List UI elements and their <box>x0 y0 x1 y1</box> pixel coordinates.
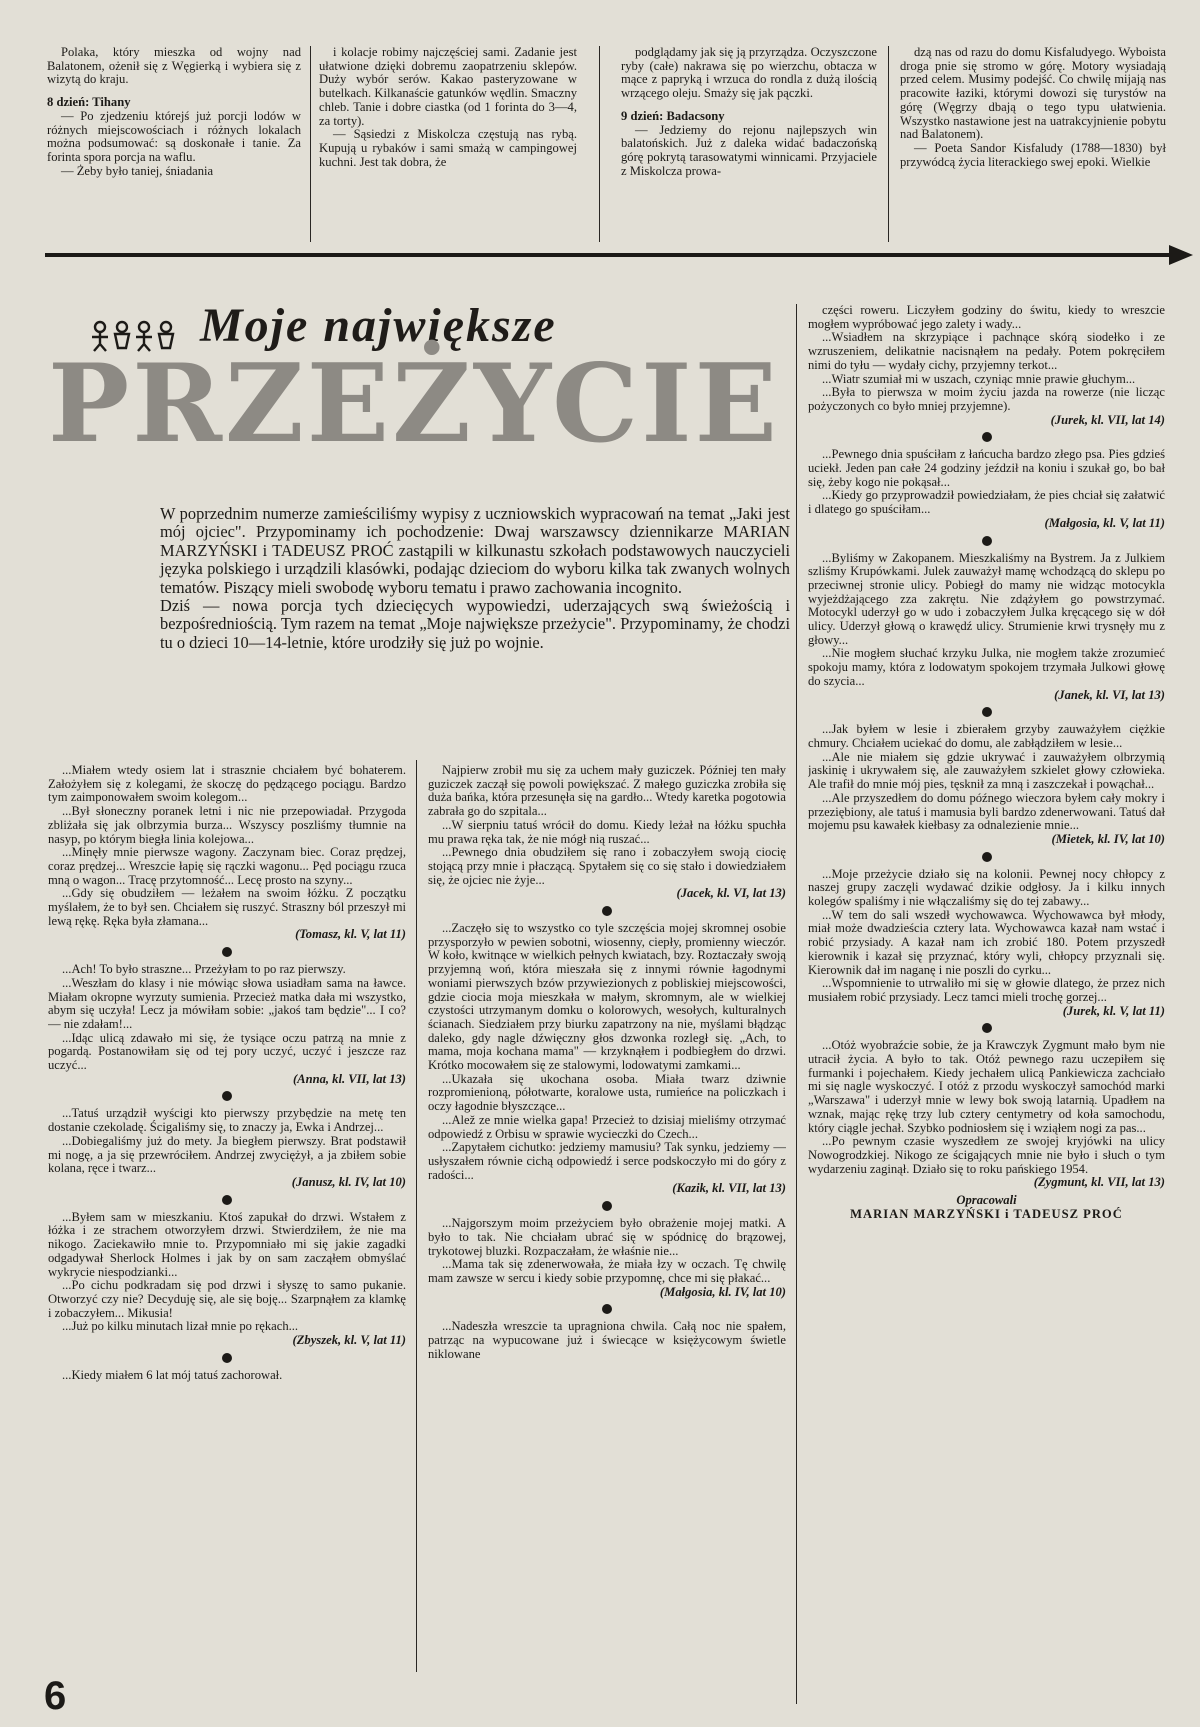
author-signature: (Mietek, kl. IV, lat 10) <box>1051 831 1165 846</box>
top-column-1 <box>47 46 301 242</box>
separator-dot <box>982 432 992 442</box>
paragraph: ...Tatuś urządził wyścigi kto pierwszy przybędzie na metę ten dostanie czekoladę. Ścigaliśmy się, to znaczy ja, Ewka i Andrzej... <box>48 1106 406 1135</box>
separator-dot <box>602 906 612 916</box>
paragraph: dzą nas od razu do domu Kisfaludyego. Wyboista droga pnie się stromo w górę. Motory wysiadają przed celem. Musimy podejść. Co chwilę mijają nas pracowite łaziki, którymi dowozi się turystów na górę (Węgrzy dbają o tego typu ułatwienia. Wszystko nastawione jest na uatrakcyjnienie pobytu nad Balatonem). <box>900 46 1166 142</box>
separator-dot <box>602 1304 612 1314</box>
paragraph: ...Już po kilku minutach lizał mnie po rękach... <box>62 1319 299 1334</box>
intro-paragraph-2: Dziś — nowa porcja tych dziecięcych wypowiedzi, uderzających swą świeżością i bezpośredniością. Tym razem na temat „Moje największe przeżycie". Przypominamy, że chodzi tu o dzieci 10—14-letnie, które urodziły się już po wojnie. <box>160 596 790 652</box>
paragraph: ...W tem do sali wszedł wychowawca. Wychowawca był młody, miał może dwadzieścia cztery lata. Wychowawca kazał nam wstać i robić przysiady. A kazał nam ich zrobić 180. Potem przyszedł kierownik i kazał się przyznać, który wyli, chłopcy przyznali się. Kierownik dał im naganę i nie poszli do cyrku... <box>808 907 1165 977</box>
paragraph: ...Wspomnienie to utrwaliło mi się w głowie dlatego, że przez nich musiałem robić przysiady. Lecz tamci mieli trochę gorzej... <box>808 976 1165 1004</box>
author-signature: (Kazik, kl. VII, lat 13) <box>672 1181 786 1196</box>
paragraph: ...Ale nie miałem się gdzie ukrywać i zauważyłem olbrzymią jaskinię i ukrywałem się, ale zauważyłem szkielet głowy człowieka. Ale trafił do mnie mój pies, tęsknił za mną i zaszczekał i powąchał... <box>808 749 1165 792</box>
separator-dot <box>222 1353 232 1363</box>
credits-names: MARIAN MARZYŃSKI i TADEUSZ PROĆ <box>850 1206 1123 1221</box>
paragraph: ...Moje przeżycie działo się na kolonii. Pewnej nocy chłopcy z naszej grupy zaczęli wydawać dzikie odgłosy. Ja i kilku innych kolegów spaliśmy i nie włączaliśmy się do tej zabawy... <box>808 866 1165 909</box>
paragraph: ...Nadeszła wreszcie ta upragniona chwila. Całą noc nie spałem, patrząc na wypucowane już i świecące w księżycowym świetle niklowane <box>428 1319 786 1361</box>
article-column-1 <box>48 764 406 1676</box>
paragraph: — Po zjedzeniu którejś już porcji lodów w różnych miejscowościach i różnych lokalach można podsumować: są doskonałe i tanie. Za forinta spora porcja na waflu. <box>47 108 301 164</box>
page-number: 6 <box>44 1674 67 1718</box>
separator-dot <box>982 1023 992 1033</box>
top-divider-1 <box>310 46 311 242</box>
article-title-line2: PRZEŻYCIE <box>48 341 780 467</box>
author-signature: (Tomasz, kl. V, lat 11) <box>295 927 406 942</box>
separator-dot <box>222 947 232 957</box>
paragraph: ...Dobiegaliśmy już do mety. Ja biegłem pierwszy. Brat podstawił mi nogę, a ja się przewróciłem. Andrzej zwyciężył, a ja zbiłem sobie kolana, ręce i twarz... <box>48 1133 406 1176</box>
top-divider-3 <box>888 46 889 242</box>
continuation-arrow <box>45 245 1193 265</box>
section-heading: 9 dzień: Badacsony <box>621 108 725 123</box>
paragraph: ...Mama tak się zdenerwowała, że miała łzy w oczach. Tę chwilę mam zawsze w sercu i kiedy sobie przypomnę, chce mi się płakać... <box>428 1257 786 1285</box>
article-column-3 <box>808 304 1165 1724</box>
paragraph: ...Pewnego dnia spuściłam z łańcucha bardzo złego psa. Pies gdzieś uciekł. Jeden pan całe 24 godziny jeździł na koniu i szukał go, bo bał się, żeby kogo nie pokąsał... <box>808 447 1165 489</box>
paragraph: ...Nie mogłem słuchać krzyku Julka, nie mogłem także zrozumieć spokoju mamy, która z lodowatym spokojem trzymała Julkowi głowę do szycia... <box>808 646 1165 688</box>
author-signature: (Janusz, kl. IV, lat 10) <box>291 1174 406 1189</box>
paragraph: ...Byłem sam w mieszkaniu. Ktoś zapukał do drzwi. Wstałem z łóżka i ze strachem otworzyłem drzwi. Stwierdziłem, że nie ma nikogo. Zaciekawiło mnie to. Przypomniało mi się jakie zagadki odgadywał Sherlock Holmes i jak by on sam zacząłem obmyślać wykrycie niespodzianki... <box>48 1209 406 1279</box>
author-signature: (Janek, kl. VI, lat 13) <box>1054 687 1165 702</box>
paragraph: ...Miałem wtedy osiem lat i strasznie chciałem być bohaterem. Założyłem się z kolegami, że skoczę do pędzącego pociągu. Bardzo tym zaimponowałem swoim kolegom... <box>48 764 406 805</box>
top-column-4 <box>900 46 1166 242</box>
separator-dot <box>982 536 992 546</box>
separator-dot <box>602 1201 612 1211</box>
article-title-line1: Moje największe <box>200 299 557 352</box>
section-heading: 8 dzień: Tihany <box>47 95 131 110</box>
paragraph: ...Byliśmy w Zakopanem. Mieszkaliśmy na Bystrem. Ja z Julkiem szliśmy Krupówkami. Julek zauważył mamę wchodzącą do sklepu po przeciwnej stronie ulicy. Pobiegł do mamy nie widząc motocykla wyjeżdżającego zza zakrętu. Nie zdążyłem go powstrzymać. Motocykl uderzył go w udo i zobaczyłem Julka kręcącego się w dół ulicy. Uderzył głową o krawędź ulicy. Strumienie krwi trysnęły mu z głowy... <box>808 550 1165 647</box>
paragraph: ...Zapytałem cichutko: jedziemy mamusiu? Tak synku, jedziemy — usłyszałem równie cichą odpowiedź i serce podskoczyło mi do góry z radości... <box>428 1140 786 1182</box>
paragraph: ...Kiedy go przyprowadził powiedziałam, że pies chciał się załatwić i dlatego go spuściłam... <box>808 488 1165 517</box>
paragraph: ...Idąc ulicą zdawało mi się, że tysiące oczu patrzą na mnie z pogardą. Postanowiłam się od tej pory uczyć, uczyć i jeszcze raz uczyć... <box>48 1030 406 1073</box>
top-column-3 <box>621 46 877 242</box>
paragraph: Polaka, który mieszka od wojny nad Balatonem, ożenił się z Węgierką i wybiera się z wizytą do kraju. <box>47 46 301 87</box>
paragraph: ...W sierpniu tatuś wrócił do domu. Kiedy leżał na łóżku spuchła mu prawa ręka tak, że nie mógł nią ruszać... <box>428 817 786 846</box>
author-signature: (Małgosia, kl. IV, lat 10) <box>659 1284 786 1299</box>
separator-dot <box>222 1091 232 1101</box>
article-divider-2 <box>796 304 797 1704</box>
paragraph: i kolacje robimy najczęściej sami. Zadanie jest ułatwione dzięki dobremu zaopatrzeniu sklepów. Duży wybór serów. Kakao pasteryzowane w butelkach. Kilkanaście gatunków wędlin. Smaczny chleb. Tanie i dobre ciastka (od 1 forinta do 3—4, za torty). <box>319 46 577 128</box>
paragraph: ...Weszłam do klasy i nie mówiąc słowa usiadłam sama na ławce. Miałam okropne wyrzuty sumienia. Przecież matka dała mi wszystko, abym się uczyła! Lecz ja mówiłam sobie: „jakoś tam będzie"... I co? — nie zdałam!... <box>48 975 406 1031</box>
paragraph: ...Wiatr szumiał mi w uszach, czyniąc mnie prawie głuchym... <box>822 371 1136 386</box>
paragraph: ...Ukazała się ukochana osoba. Miała twarz dziwnie rozpromienioną, półotwarte, koralowe usta, rumieńce na policzkach i oczy łagodnie błyszczące... <box>428 1071 786 1114</box>
paragraph: części roweru. Liczyłem godziny do świtu, kiedy to wreszcie mogłem wypróbować jego zalety i wady... <box>808 304 1165 331</box>
paragraph: ...Kiedy miałem 6 lat mój tatuś zachorował. <box>62 1367 283 1382</box>
paragraph: ...Gdy się obudziłem — leżałem na swoim łóżku. Z początku myślałem, że to był sen. Chciałem się ruszyć. Straszny ból przeszył mi lewą rękę. Ręka była złamana... <box>48 886 406 928</box>
paragraph: ...Minęły mnie pierwsze wagony. Zaczynam biec. Coraz prędzej, coraz prędzej... Wreszcie łapię się rączki wagonu... Pęd pociągu rzuca mną o wagon... Tracę przytomność... Lecę prosto na szyny... <box>48 845 406 887</box>
paragraph: — Żeby było taniej, śniadania <box>61 163 214 178</box>
paragraph: ...Alež ze mnie wielka gapa! Przecież to dzisiaj mieliśmy otrzymać odpowiedź z Orbisu w sprawie wycieczki do Czech... <box>428 1112 786 1141</box>
paragraph: ...Wsiadłem na skrzypiące i pachnące skórą siodełko i ze wzruszeniem, delikatnie nacisnąłem na pedały. Potem pokręciłem nimi do tyłu — wydały cichy, przyjemny terkot... <box>808 330 1165 372</box>
paragraph: ...Zaczęło się to wszystko co tyle szczęścia mojej skromnej osobie przysporzyło w pewien sobotni, wiosenny, ciepły, promienny wieczór. W koło, kwitnące w wielkich pełnych kwiatach, bzy. Roztaczały swoją przyjemną woń, która mieszała się z innymi równie łagodnymi woniami pierwszych bzów przywiezionych z pobliskiej miejscowości, gdzie ciocia moja mieszkała w małym, skromnym, ale w wielkiej czystości utrzymanym domku o kolorowych, wesołych, kulturalnych ścianach. Siedziałem przy biurku zapatrzony na nie, myślami błądząc daleko, gdy nagle dźwięczny głos dzwonka rozległ się. „Ach, to mama, moja kochana mama" — krzyknąłem i podbiegłem do drzwi. Krótko mocowałem się ze stalowymi, lodowatymi zamkami... <box>428 921 786 1073</box>
paragraph: — Jedziemy do rejonu najlepszych win balatońskich. Już z daleka widać badaczońską górę pokrytą tarasowatymi winnicami. Przyjaciele z Miskolcza prowa- <box>621 122 877 178</box>
paragraph: ...Był słoneczny poranek letni i nic nie przepowiadał. Przygoda zbliżała się jak olbrzymia burza... Wszyscy poszliśmy tłumnie na nasyp, po którym biegła linia kolejowa... <box>48 804 406 846</box>
paragraph: ...Po cichu podkradam się pod drzwi i słyszę to samo pukanie. Otworzyć czy nie? Decyduję się, ale się boję... Szarpnąłem za klamkę i zobaczyłem... Mikusia! <box>48 1278 406 1320</box>
separator-dot <box>222 1195 232 1205</box>
author-signature: (Jurek, kl. VII, lat 14) <box>1050 412 1165 427</box>
author-signature: (Małgosia, kl. V, lat 11) <box>1044 515 1165 530</box>
author-signature: (Jurek, kl. V, lat 11) <box>1062 1003 1165 1018</box>
paragraph: ...Otóż wyobraźcie sobie, że ja Krawczyk Zygmunt mało bym nie utracił życia. A było to tak. Otóż pewnego razu uczepiłem się furmanki i pojechałem. Kiedy jechałem ulicą Pankiewicza zachciało mi się nagle wyskoczyć. I otóż z przodu wyskoczył samochód marki „Warszawa" i uderzył mnie w lewy bok swoją latarnią. Upadłem na wznak, mając rękę trzy lub cztery centymetry od koła samochodu, który ciągle jechał. Szybko podniosłem się i wziąłem nogi za pas... <box>808 1038 1165 1135</box>
paragraph: podglądamy jak się ją przyrządza. Oczyszczone ryby (całe) nakrawa się po wierzchu, obtacza w mące z papryką i wrzuca do rondla z dużą ilością wrzącego oleju. Smaży się jak pączki. <box>621 46 877 101</box>
intro-paragraph-1: W poprzednim numerze zamieściliśmy wypisy z uczniowskich wypracowań na temat „Jaki jest mój ojciec". Przypominamy ich pochodzenie: Dwaj warszawscy dziennikarze MARIAN MARZYŃSKI i TADEUSZ PROĆ zastąpili w kilkunastu szkołach podstawowych nauczycieli języka polskiego i urządzili klasówki, podając dzieciom do wyboru kilka tak zwanych wolnych tematów. Piszący mieli swobodę wyboru tematu i prawo zachowania incognito. <box>160 504 790 597</box>
credits-label: Opracowali <box>956 1193 1017 1208</box>
paragraph: ...Pewnego dnia obudziłem się rano i zobaczyłem swoją ciocię stojącą przy mnie i płaczącą. Spytałem się co się stało i dowiedziałem się, że ojciec nie żyje... <box>428 845 786 887</box>
article-intro <box>160 505 790 652</box>
top-column-2 <box>319 46 577 242</box>
paragraph: ...Była to pierwsza w moim życiu jazda na rowerze (nie licząc pożyczonych co było mniej przyjemne). <box>808 385 1165 413</box>
author-signature: (Anna, kl. VII, lat 13) <box>292 1071 406 1086</box>
author-signature: (Zygmunt, kl. VII, lat 13) <box>1033 1175 1165 1190</box>
paragraph: ...Jak byłem w lesie i zbierałem grzyby zauważyłem ciężkie chmury. Chciałem uciekać do domu, ale zabłądziłem w lesie... <box>808 722 1165 750</box>
top-divider-2 <box>599 46 600 242</box>
paragraph: ...Ach! To było straszne... Przeżyłam to po raz pierwszy. <box>62 962 346 977</box>
paragraph: — Sąsiedzi z Miskolcza częstują nas rybą. Kupują u rybaków i sami smażą w campingowej kuchni. Jest tak dobra, że <box>319 127 577 169</box>
article-column-2 <box>428 764 786 1676</box>
author-signature: (Zbyszek, kl. V, lat 11) <box>292 1333 406 1348</box>
author-signature: (Jacek, kl. VI, lat 13) <box>676 886 786 901</box>
paragraph: ...Najgorszym moim przeżyciem było obrażenie mojej matki. A było to tak. Nie chciałam ubrać się w spódnicę do brązowej, trykotowej bluzki. Rozpaczałam, że właśnie nie... <box>428 1216 786 1258</box>
separator-dot <box>982 707 992 717</box>
paragraph: ...Ale przyszedłem do domu późnego wieczora byłem cały mokry i przeziębiony, ale tatuś i mamusia byli bardzo zdenerwowani. Tatuś dał mojemu psu kawałek kiełbasy za odnalezienie mnie... <box>808 790 1165 833</box>
paragraph: — Poeta Sandor Kisfaludy (1788—1830) był przywódcą życia literackiego swej epoki. Wielkie <box>900 140 1166 169</box>
paragraph: ...Po pewnym czasie wyszedłem ze swojej kryjówki na ulicy Nowogrodzkiej. Nikogo ze ścigających mnie nie było i słuch o tym wydarzeniu zaginął. Działo się to roku pańskiego 1954. <box>808 1134 1165 1176</box>
paragraph: Najpierw zrobił mu się za uchem mały guziczek. Później ten mały guziczek zaczął się powoli powiększać. Z małego guziczka zrobiła się duża bańka, która przesunęła się na gardło... Wtedy karetka pogotowia zabrała go do szpitala... <box>428 764 786 819</box>
separator-dot <box>982 852 992 862</box>
article-divider-1 <box>416 760 417 1672</box>
